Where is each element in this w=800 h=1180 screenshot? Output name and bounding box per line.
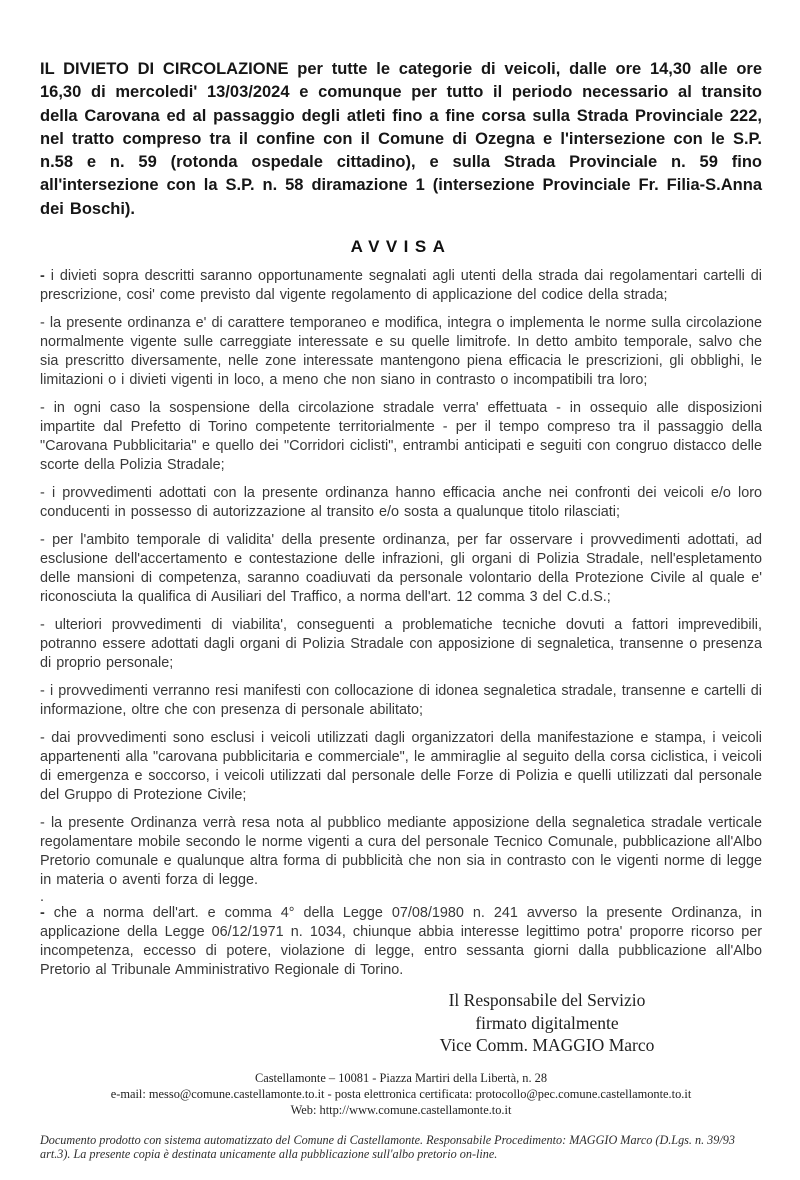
signature-block (347, 989, 747, 1057)
footer-email: e-mail: messo@comune.castellamonte.to.it - posta elettronica certificata: protocollo@pec.comune.castellamonte.to.it (110, 1086, 692, 1101)
clause-text: i provvedimenti adottati con la presente ordinanza hanno efficacia anche nei confronti dei veicoli e/o loro conducenti in possesso di autorizzazione al transito e/o sosta a qualunque titolo rilasciati; (40, 485, 763, 521)
dot-line: . (40, 889, 44, 906)
clause-text: ulteriori provvedimenti di viabilita', conseguenti a problematiche tecniche dovuti a fattori imprevedibili, potranno essere adottati dagli organi di Polizia Stradale con apposizione di segnaletica, transenne o presenza di proprio personale; (40, 617, 763, 672)
clause-6 (40, 616, 762, 673)
clause-text: che a norma dell'art. e comma 4° della Legge 07/08/1980 n. 241 avverso la presente Ordinanza, in applicazione della Legge 06/12/1971 n. 1034, chiunque abbia interesse legittimo potra' proporre ricorso per incompetenza, eccesso di potere, violazione di legge, entro sessanta giorni dalla pubblicazione all'Albo Pretorio al Tribunale Amministrativo Regionale di Torino. (40, 905, 762, 979)
clause-text: dai provvedimenti sono esclusi i veicoli utilizzati dagli organizzatori della manifestazione e stampa, i veicoli appartenenti alla "carovana pubblicitaria e commerciale", le ammiraglie al seguito della corsa ciclistica, i veicoli di emergenza e soccorso, i veicoli utilizzati dal personale delle Forze di Polizia e quelli utilizzati dal personale del Gruppo di Protezione Civile; (40, 730, 762, 804)
bullet-dash: - (40, 532, 45, 549)
clause-7 (40, 682, 762, 720)
clause-3 (40, 399, 762, 475)
bullet-dash: - (40, 400, 45, 417)
clause-9 (40, 814, 762, 890)
clause-5 (40, 531, 762, 607)
bullet-dash: - (40, 617, 45, 634)
footer-address: Castellamonte – 10081 - Piazza Martiri della Libertà, n. 28 (254, 1070, 548, 1085)
clause-text: la presente Ordinanza verrà resa nota al pubblico mediante apposizione della segnaletica stradale verticale regolamentare mobile secondo le norme vigenti a cura del personale Tecnico Comunale, pubblicazione all'Albo Pretorio comunale e qualunque altra forma di pubblicità che non sia in contrasto con le vigenti norme di legge in materia o aventi forza di legge. (40, 815, 763, 889)
bullet-dash: - (40, 815, 45, 832)
signature-method: firmato digitalmente (475, 1012, 619, 1033)
clause-text: i provvedimenti verranno resi manifesti con collocazione di idonea segnaletica stradale, transenne e cartelli di informazione, oltre che con presenza di personale abilitato; (40, 683, 762, 719)
signature-name: Vice Comm. MAGGIO Marco (439, 1035, 655, 1056)
bullet-dash: - (40, 315, 45, 332)
clause-text: per l'ambito temporale di validita' della presente ordinanza, per far osservare i provvedimenti adottati, ad esclusione dell'accertamento e contestazione delle infrazioni, gli organi di Polizia Stradale, nell'espletamento delle mansioni di competenza, saranno coadiuvati da personale volontario della Protezione Civile al quale e' riconosciuta la qualifica di Ausiliari del Traffico, a norma dell'art. 12 comma 3 del C.d.S.; (40, 532, 762, 606)
clause-2 (40, 314, 762, 390)
bullet-dash: - (40, 730, 45, 747)
clause-text: in ogni caso la sospensione della circolazione stradale verra' effettuata - in ossequio alle disposizioni impartite dal Prefetto di Torino competente territorialmente - per il tempo compreso tra il passaggio della "Carovana Pubblicitaria" e quello dei "Corridori ciclisti", entrambi anticipati e seguiti con congruo distacco delle scorte della Polizia Stradale; (40, 400, 763, 474)
clause-text: la presente ordinanza e' di carattere temporaneo e modifica, integra o implementa le norme sulla circolazione normalmente vigente sulle carreggiate interessate e su quelle limitrofe. In detto ambito temporale, salvo che sia prescritto diversamente, nelle zone interessate mantengono piena efficacia le prescrizioni, gli obblighi, le limitazioni o i divieti vigenti in loco, a meno che non siano in contrasto o incompatibili tra loro; (40, 315, 762, 389)
disclaimer-note: Documento prodotto con sistema automatizzato del Comune di Castellamonte. Responsabile Procedimento: MAGGIO Marco (D.Lgs. n. 39/93 art.3). La presente copia è destinata unicamente alla pubblicazione sull'albo pretorio on-line. (40, 1132, 735, 1162)
avvisa-heading: AVVISA (350, 237, 452, 257)
bullet-dash: - (40, 485, 45, 502)
clause-8 (40, 729, 762, 805)
clause-1 (40, 267, 762, 305)
footer-web: Web: http://www.comune.castellamonte.to.it (290, 1102, 512, 1117)
clause-4 (40, 484, 762, 522)
clause-text: i divieti sopra descritti saranno opportunamente segnalati agli utenti della strada dai regolamentari cartelli di prescrizione, cosi' come previsto dal vigente regolamento di applicazione del codice della strada; (40, 268, 762, 304)
bullet-dash: - (40, 905, 45, 922)
bullet-dash: - (40, 268, 45, 285)
intro-paragraph: IL DIVIETO DI CIRCOLAZIONE per tutte le categorie di veicoli, dalle ore 14,30 alle ore 16,30 di mercoledi' 13/03/2024 e comunque per tutto il periodo necessario al transito della Carovana ed al passaggio degli atleti fino a fine corsa sulla Strada Provinciale 222, nel tratto compreso tra il confine con il Comune di Ozegna e l'intersezione con le S.P. n.58 e n. 59 (rotonda ospedale cittadino), e sulla Strada Provinciale n. 59 fino all'intersezione con la S.P. n. 58 diramazione 1 (intersezione Provinciale Fr. Filia-S.Anna dei Boschi). (40, 60, 762, 218)
footer-contact-block (40, 1070, 762, 1118)
signature-role: Il Responsabile del Servizio (448, 990, 646, 1011)
clause-10 (40, 904, 762, 980)
bullet-dash: - (40, 683, 45, 700)
